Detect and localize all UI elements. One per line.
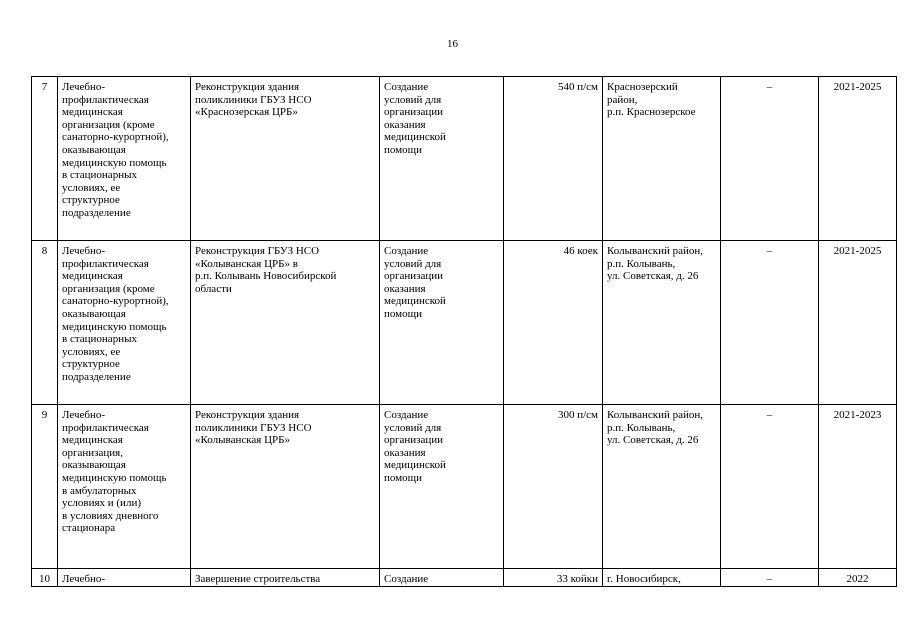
cell-text-line: медицинскую помощь bbox=[62, 156, 167, 169]
cell-text-line: р.п. Краснозерское bbox=[607, 106, 696, 119]
cell-text-line: Реконструкция здания bbox=[195, 409, 300, 421]
cell-text-line: Создание bbox=[384, 573, 429, 585]
cell-text-line: оказания bbox=[384, 446, 426, 459]
location-cell bbox=[603, 77, 721, 241]
purpose-cell bbox=[380, 569, 504, 587]
cell-text-line: профилактическая bbox=[62, 421, 149, 434]
cell-text-line: в стационарных bbox=[62, 333, 137, 346]
table-row bbox=[32, 405, 897, 569]
cell-text-line: условиях, ее bbox=[62, 345, 121, 358]
cell-text-line: структурное bbox=[62, 194, 120, 207]
cell-text-line: организации bbox=[384, 270, 444, 283]
cell-text-line: Создание bbox=[384, 81, 429, 93]
row-number-cell: 7 bbox=[32, 77, 58, 241]
cell-text-line: условий для bbox=[384, 93, 442, 106]
cell-text-line: медицинскую помощь bbox=[62, 320, 167, 333]
dash-cell: – bbox=[721, 405, 819, 569]
purpose-cell bbox=[380, 405, 504, 569]
cell-text-line: Создание bbox=[384, 245, 429, 257]
cell-text-line: оказания bbox=[384, 282, 426, 295]
cell-text-line: ул. Советская, д. 26 bbox=[607, 270, 699, 283]
cell-text-line: области bbox=[195, 282, 232, 295]
cell-text-line: оказывающая bbox=[62, 459, 126, 472]
cell-text-line: Колыванский район, bbox=[607, 245, 703, 257]
cell-text-line: ул. Советская, д. 26 bbox=[607, 434, 699, 447]
row-number-cell: 10 bbox=[32, 569, 58, 587]
purpose-cell bbox=[380, 77, 504, 241]
facility-type-cell bbox=[58, 405, 191, 569]
object-name-cell bbox=[191, 405, 380, 569]
cell-text-line: медицинской bbox=[384, 295, 446, 308]
object-name-cell bbox=[191, 241, 380, 405]
cell-text-line: Краснозерский bbox=[607, 81, 678, 93]
cell-text-line: оказывающая bbox=[62, 143, 126, 156]
capacity-cell: 33 койки bbox=[504, 569, 603, 587]
cell-text-line: Лечебно- bbox=[62, 81, 106, 93]
cell-text-line: организация, bbox=[62, 446, 123, 459]
cell-text-line: стационара bbox=[62, 522, 116, 535]
table-row bbox=[32, 569, 897, 587]
location-cell bbox=[603, 569, 721, 587]
cell-text-line: медицинской bbox=[384, 459, 446, 472]
location-cell bbox=[603, 241, 721, 405]
row-number-cell: 8 bbox=[32, 241, 58, 405]
facility-type-cell bbox=[58, 241, 191, 405]
cell-text-line: санаторно-курортной), bbox=[62, 131, 169, 144]
cell-text-line: в амбулаторных bbox=[62, 484, 137, 497]
cell-text-line: Создание bbox=[384, 409, 429, 421]
cell-text-line: р.п. Колывань Новосибирской bbox=[195, 270, 337, 283]
cell-text-line: Лечебно- bbox=[62, 245, 106, 257]
cell-text-line: условий для bbox=[384, 257, 442, 270]
cell-text-line: Реконструкция ГБУЗ НСО bbox=[195, 245, 320, 257]
dash-cell: – bbox=[721, 241, 819, 405]
cell-text-line: условиях и (или) bbox=[62, 497, 141, 510]
capacity-cell: 540 п/см bbox=[504, 77, 603, 241]
capacity-cell: 46 коек bbox=[504, 241, 603, 405]
dash-cell: – bbox=[721, 569, 819, 587]
cell-text-line: подразделение bbox=[62, 206, 131, 219]
cell-text-line: поликлиники ГБУЗ НСО bbox=[195, 421, 312, 434]
dash-cell: – bbox=[721, 77, 819, 241]
cell-text-line: г. Новосибирск, bbox=[607, 573, 681, 585]
cell-text-line: район, bbox=[607, 93, 638, 106]
row-number-cell: 9 bbox=[32, 405, 58, 569]
cell-text-line: структурное bbox=[62, 358, 120, 371]
cell-text-line: медицинскую помощь bbox=[62, 471, 167, 484]
cell-text-line: помощи bbox=[384, 307, 422, 320]
cell-text-line: р.п. Колывань, bbox=[607, 421, 676, 434]
cell-text-line: Завершение строительства bbox=[195, 573, 321, 585]
cell-text-line: организация (кроме bbox=[62, 118, 155, 131]
cell-text-line: профилактическая bbox=[62, 93, 149, 106]
cell-text-line: подразделение bbox=[62, 370, 131, 383]
location-cell bbox=[603, 405, 721, 569]
cell-text-line: Лечебно- bbox=[62, 409, 106, 421]
cell-text-line: организация (кроме bbox=[62, 282, 155, 295]
facility-type-cell bbox=[58, 569, 191, 587]
years-cell: 2022 bbox=[819, 569, 897, 587]
cell-text-line: помощи bbox=[384, 471, 422, 484]
cell-text-line: в условиях дневного bbox=[62, 509, 159, 522]
cell-text-line: Реконструкция здания bbox=[195, 81, 300, 93]
table-row bbox=[32, 77, 897, 241]
cell-text-line: профилактическая bbox=[62, 257, 149, 270]
cell-text-line: Колыванский район, bbox=[607, 409, 703, 421]
capacity-cell: 300 п/см bbox=[504, 405, 603, 569]
object-name-cell bbox=[191, 77, 380, 241]
cell-text-line: «Краснозерская ЦРБ» bbox=[195, 106, 298, 119]
cell-text-line: медицинская bbox=[62, 434, 123, 447]
cell-text-line: «Колыванская ЦРБ» bbox=[195, 434, 290, 447]
purpose-cell bbox=[380, 241, 504, 405]
facility-type-cell bbox=[58, 77, 191, 241]
cell-text-line: р.п. Колывань, bbox=[607, 257, 676, 270]
page-number: 16 bbox=[447, 38, 458, 50]
object-name-cell bbox=[191, 569, 380, 587]
cell-text-line: медицинская bbox=[62, 106, 123, 119]
objects-table bbox=[31, 76, 897, 587]
cell-text-line: Лечебно- bbox=[62, 573, 106, 585]
years-cell: 2021-2025 bbox=[819, 241, 897, 405]
cell-text-line: санаторно-курортной), bbox=[62, 295, 169, 308]
cell-text-line: условиях, ее bbox=[62, 181, 121, 194]
table-row bbox=[32, 241, 897, 405]
cell-text-line: оказывающая bbox=[62, 307, 126, 320]
cell-text-line: помощи bbox=[384, 143, 422, 156]
cell-text-line: медицинская bbox=[62, 270, 123, 283]
cell-text-line: оказания bbox=[384, 118, 426, 131]
cell-text-line: «Колыванская ЦРБ» в bbox=[195, 257, 298, 270]
years-cell: 2021-2023 bbox=[819, 405, 897, 569]
years-cell: 2021-2025 bbox=[819, 77, 897, 241]
cell-text-line: поликлиники ГБУЗ НСО bbox=[195, 93, 312, 106]
cell-text-line: условий для bbox=[384, 421, 442, 434]
cell-text-line: организации bbox=[384, 106, 444, 119]
cell-text-line: медицинской bbox=[384, 131, 446, 144]
cell-text-line: в стационарных bbox=[62, 169, 137, 182]
cell-text-line: организации bbox=[384, 434, 444, 447]
